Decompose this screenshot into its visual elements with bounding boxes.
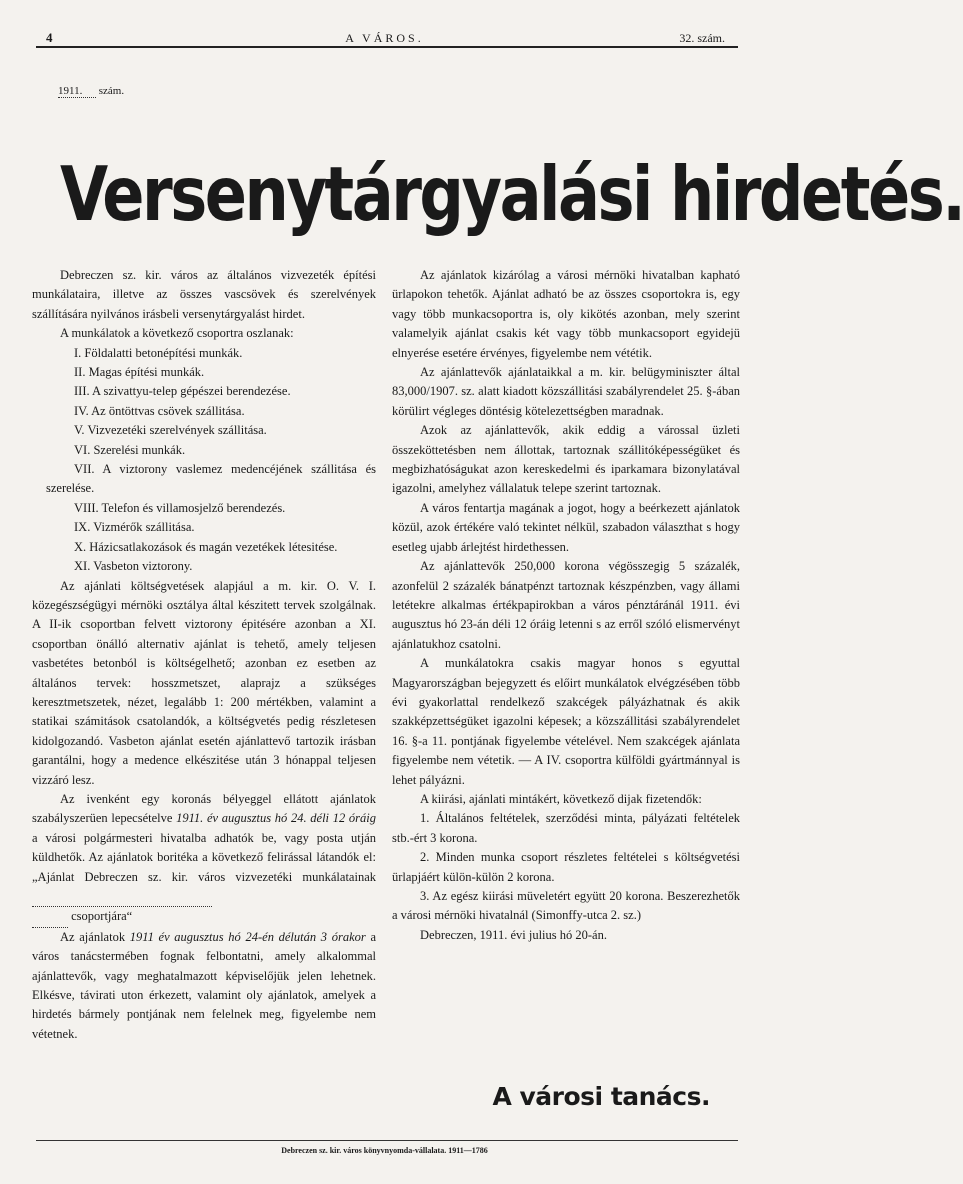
reference-number xyxy=(58,85,124,98)
issue-number: 32. szám. xyxy=(679,31,725,45)
group-item: VI. Szerelési munkák. xyxy=(74,442,186,457)
journal-title: A VÁROS. xyxy=(345,31,424,45)
budget-paragraph: Az ajánlati költségvetések alapjául a m. kir. O. V. I. közegészségügyi mérnöki osztálya által készitett tervek szolgálnak. A II-ik csoportban felvett viztorony épitésére azonban a XI. csoportban önálló alternativ ajánlat is tehető, amely teljesen vasbetétes betonból is költségelhető; azonban ez esetben az általános tervek: hosszmetszet, alaprajz a szükséges keresztmetszetek, nézet, legalább 1: 200 mértékben, valamint a statikai számitások csatolandók, a költségvetés pedig részletesen kidolgozandó. Vasbeton ajánlat esetén ajánlattevő tartozik irásban garantálni, hogy a medence elkészitése után 3 hónappal teljesen vizzáró lesz. xyxy=(32,578,376,787)
group-item: VII. A viztorony vaslemez medencéjének szállitása és szerelése. xyxy=(46,462,376,496)
deposit-paragraph: Az ajánlattevők 250,000 korona végösszegig 5 százalék, azonfelül 2 százalék bánatpénzt tartoznak készpénzben, vagy állami letétekre alkalmas értékpapirokban a város pénztáránál 1911. évi augusztus hó 23-án déli 12 óráig letenni s az erről szóló elismervényt ajánlatukhoz csatolni. xyxy=(392,559,740,651)
submission-text: Az ivenként egy koronás bélyeggel ellátott ajánlatok szabályszerüen lepecsételve xyxy=(32,791,376,826)
groups-intro: A munkálatok a következő csoportra oszlanak: xyxy=(60,326,294,341)
reference-year: 1911. xyxy=(58,85,96,98)
fee-item: 2. Minden munka csoport részletes feltételei s költségvetési ürlapjáért külön-külön 2 korona. xyxy=(392,850,740,884)
blank-line xyxy=(32,887,212,907)
group-item: II. Magas építési munkák. xyxy=(74,365,205,380)
fee-item: 3. Az egész kiirási müveletért együtt 20 korona. Beszerezhetők a városi mérnöki hivatalnál (Simonffy-utca 2. sz.) xyxy=(392,889,740,923)
opening-text-cont: a város tanácstermében fognak felbontatni, amely alkalommal ajánlattevők, vagy meghatalmazott képviselőjük jelen lehetnek. Elkésve, távirati uton érkezett, valamint oly ajánlatok, amelyek a hirdetés bármely pontjának nem felelnek meg, figyelembe nem vétetnek. xyxy=(32,929,377,1041)
rights-paragraph: A város fentartja magának a jogot, hogy a beérkezett ajánlatok közül, azok értékére való tekintet nélkül, szabadon választhat s hogy esetleg ujabb árlejtést hirdethessen. xyxy=(392,500,740,554)
footer-rule xyxy=(36,1140,738,1141)
opening-text: Az ajánlatok xyxy=(60,929,126,944)
reference-label: szám. xyxy=(98,85,125,97)
left-column xyxy=(32,266,376,1044)
signature: A városi tanács. xyxy=(492,1082,710,1111)
submission-deadline: 1911. év augusztus hó 24. déli 12 óráig xyxy=(176,811,376,826)
group-item: X. Házicsatlakozások és magán vezetékek létesitése. xyxy=(74,539,338,554)
running-header xyxy=(0,30,769,52)
group-item: XI. Vasbeton viztorony. xyxy=(74,559,193,574)
eligibility-paragraph: A munkálatokra csakis magyar honos s egyuttal Magyarországban bejegyzett és előirt munkálatok elvégzésében több évi gyakorlattal rendelkező szakcégek pályázhatnak és akik szakképzettségüket igazolni képesek; a közszállitási szabályrendelet 16. §-a 11. pontjának figyelembe vételével. Nem szakcégek ajánlata figyelembe nem vétetik. — A IV. csoportra külföldi gyártmánnyal is lehet pályázni. xyxy=(392,656,740,787)
group-item: IX. Vizmérők szállitása. xyxy=(74,520,195,535)
printer-imprint: Debreczen sz. kir. város könyvnyomda-vállalata. 1911—1786 xyxy=(281,1146,488,1155)
group-item: IV. Az öntöttvas csövek szállitása. xyxy=(74,403,245,418)
submission-paragraph xyxy=(32,790,376,928)
right-column xyxy=(392,266,740,945)
group-item: I. Földalatti betonépítési munkák. xyxy=(74,345,243,360)
page-number: 4 xyxy=(46,30,53,45)
fee-item: 1. Általános feltételek, szerződési minta, pályázati feltételek stb.-ért 3 korona. xyxy=(392,811,740,845)
intro-paragraph: Debreczen sz. kir. város az általános vizvezeték építési munkálataira, illetve az összes vascsövek és szerelvények szállítására nyilvános irásbeli versenytárgyalást hirdet. xyxy=(32,268,376,321)
forms-paragraph: Az ajánlatok kizárólag a városi mérnöki hivatalban kapható ürlapokon tehetők. Ajánlat adható be az összes csoportokra is, egy vagy több munkacsoportra is, oly kikötés azonban, mely szerint valamelyik ajánlat csakis két vagy több munkacsoport egyidejü elnyerése esetére érvényes, figyelembe nem vététik. xyxy=(392,268,740,360)
blank-line xyxy=(32,907,68,927)
headline: Versenytárgyalási hirdetés. xyxy=(60,150,963,238)
header-rule xyxy=(36,46,738,48)
dateline: Debreczen, 1911. évi julius hó 20-án. xyxy=(420,927,607,942)
opening-date: 1911 év augusztus hó 24-én délután 3 órakor xyxy=(129,929,366,944)
group-item: V. Vizvezetéki szerelvények szállitása. xyxy=(74,423,267,438)
submission-text-cont: a városi polgármesteri hivatalba adhatók be, vagy posta utján küldhetők. Az ajánlatok boritéka a következő felirással látandók el: „Ajánlat Debreczen sz. kir. város vizvezetéki munkálatainak xyxy=(32,830,376,884)
reliability-paragraph: Azok az ajánlattevők, akik eddig a várossal üzleti összeköttetésben nem állottak, tartoznak szállitóképességüket és megbizhatóságukat azon kereskedelmi és iparkamara bizonylatával igazolni, amelyhez vállalatuk telepe szerint tartoznak. xyxy=(392,423,740,496)
submission-text-end: csoportjára“ xyxy=(71,909,133,924)
opening-paragraph xyxy=(32,928,376,1044)
binding-paragraph: Az ajánlattevők ajánlataikkal a m. kir. belügyminiszter által 83,000/1907. sz. alatt kiadott közszállitási szabályrendelet 25. §-ában körülirt végleges döntésig kötelezettségben maradnak. xyxy=(392,365,740,418)
group-item: III. A szivattyu-telep gépészei berendezése. xyxy=(74,384,291,399)
fees-intro: A kiirási, ajánlati mintákért, következő dijak fizetendők: xyxy=(420,791,702,806)
group-item: VIII. Telefon és villamosjelző berendezés. xyxy=(74,500,286,515)
